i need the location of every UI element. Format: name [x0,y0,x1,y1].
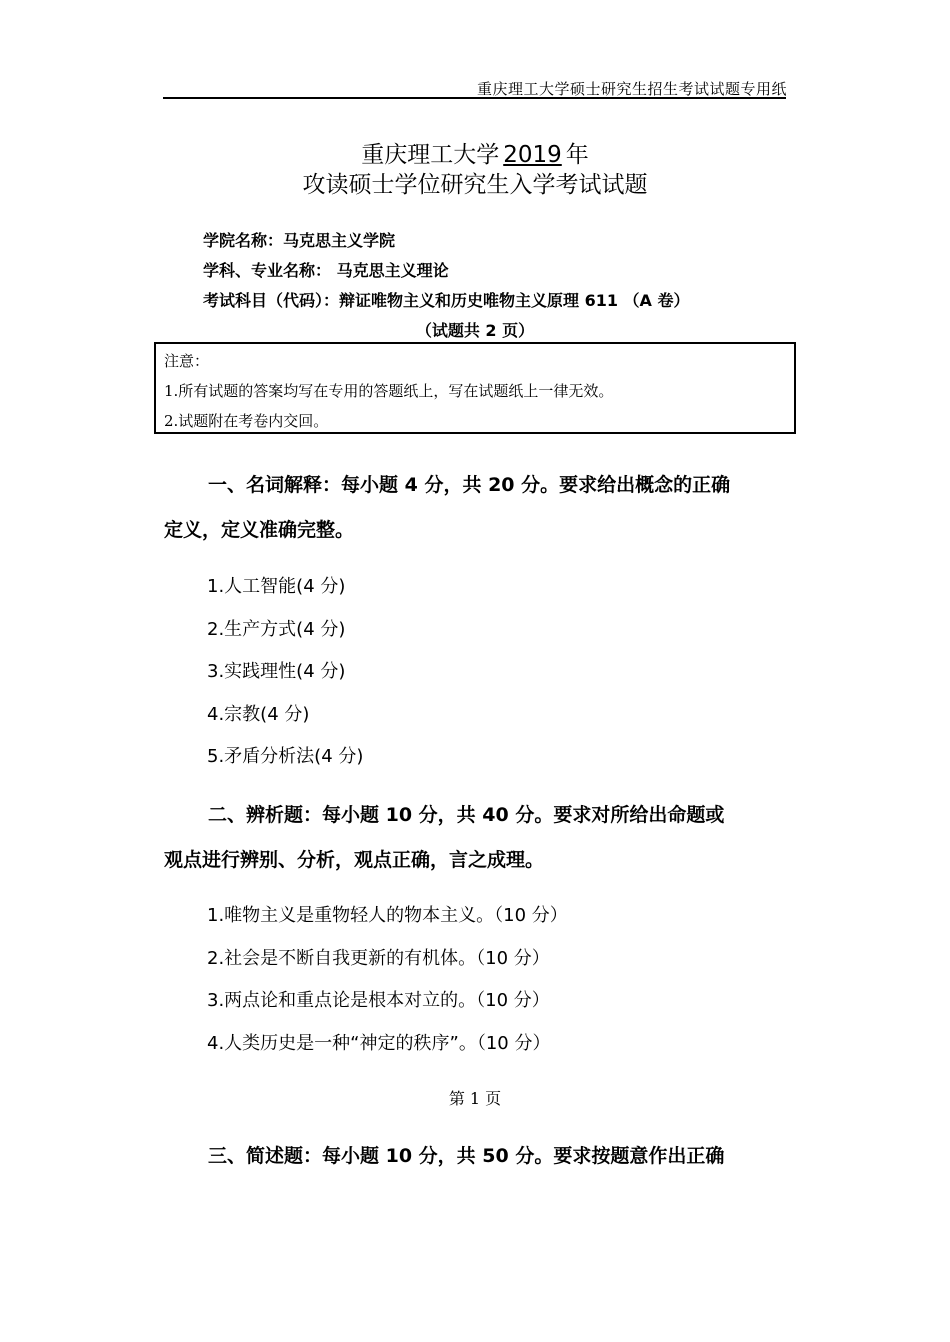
header-rule [163,97,786,99]
exam-title [0,136,950,169]
question-item: 3.两点论和重点论是根本对立的。（10 分） [207,990,550,1011]
notice-item: 1.所有试题的答案均写在专用的答题纸上，写在试题纸上一律无效。 [164,382,614,400]
question-item: 4.宗教(4 分) [207,704,310,725]
question-item: 5.矛盾分析法(4 分) [207,746,364,767]
section-heading-line: 二、辨析题：每小题 10 分，共 40 分。要求对所给出命题或 [208,804,725,826]
major-name: 学科、专业名称： 马克思主义理论 [203,261,449,280]
college-name: 学院名称：马克思主义学院 [203,231,396,250]
notice-heading: 注意： [164,352,210,370]
page-count: （试题共 2 页） [415,321,535,340]
question-item: 3.实践理性(4 分) [207,661,346,682]
section-heading-line: 三、简述题：每小题 10 分，共 50 分。要求按题意作出正确 [208,1145,725,1167]
question-item: 2.社会是不断自我更新的有机体。（10 分） [207,948,550,969]
university-name: 重庆理工大学 [361,142,500,168]
notice-box [154,342,796,434]
section-heading-line: 观点进行辨别、分析，观点正确，言之成理。 [164,849,545,871]
page-number: 第 1 页 [448,1089,502,1108]
exam-year: 2019 [503,142,562,168]
section-heading-line: 一、名词解释：每小题 4 分，共 20 分。要求给出概念的正确 [208,474,731,496]
question-item: 2.生产方式(4 分) [207,619,346,640]
question-item: 1.人工智能(4 分) [207,576,346,597]
exam-subtitle: 攻读硕士学位研究生入学考试试题 [302,172,648,198]
year-suffix: 年 [565,142,589,168]
section-heading-line: 定义，定义准确完整。 [164,519,355,541]
question-item: 4.人类历史是一种“神定的秩序”。（10 分） [207,1033,551,1054]
question-item: 1.唯物主义是重物轻人的物本主义。（10 分） [207,905,568,926]
exam-subject: 考试科目（代码）：辩证唯物主义和历史唯物主义原理 611 （A 卷） [203,291,690,310]
paper-header-label: 重庆理工大学硕士研究生招生考试试题专用纸 [476,80,787,98]
notice-item: 2.试题附在考卷内交回。 [164,412,329,430]
